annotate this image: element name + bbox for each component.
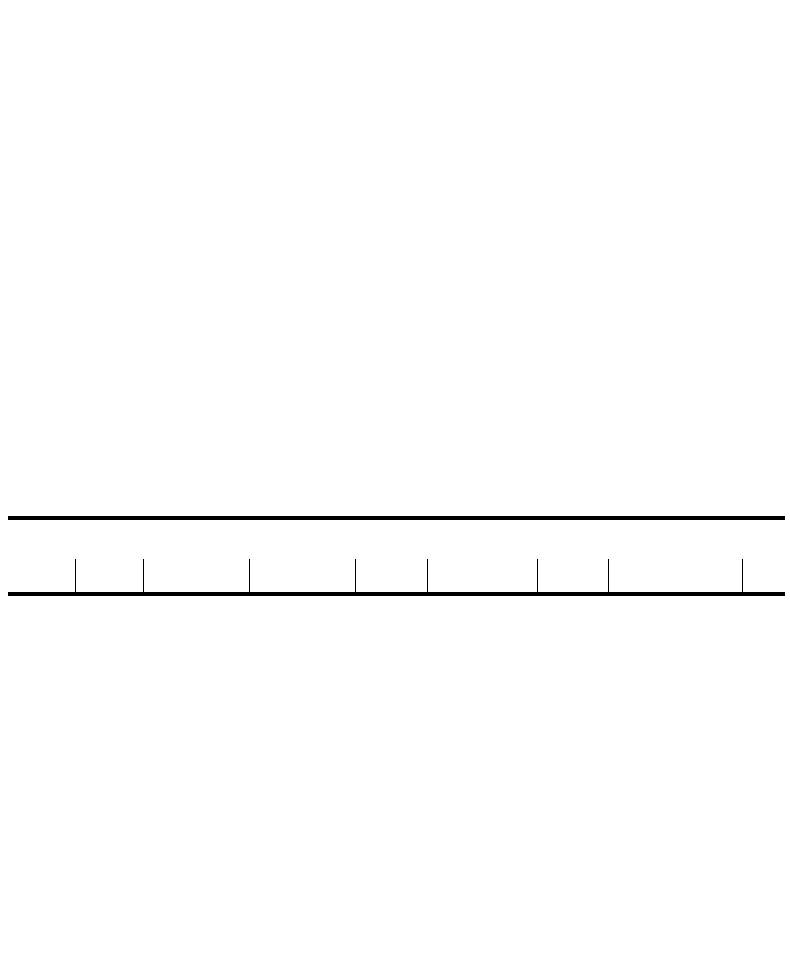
- header-min-bend-radius: [144, 559, 250, 592]
- table-header: [8, 559, 785, 592]
- header-flow-bend-radius: [250, 559, 356, 592]
- header-outer-diameter: [8, 559, 76, 592]
- header-order-no: [538, 559, 609, 592]
- footnote: [10, 526, 15, 539]
- header-divider: [8, 592, 785, 596]
- header-weight: [356, 559, 428, 592]
- header-color: [428, 559, 538, 592]
- header-inner-diameter: [76, 559, 144, 592]
- table-divider: [8, 516, 785, 520]
- header-model: [609, 559, 743, 592]
- header-pu: [743, 559, 785, 592]
